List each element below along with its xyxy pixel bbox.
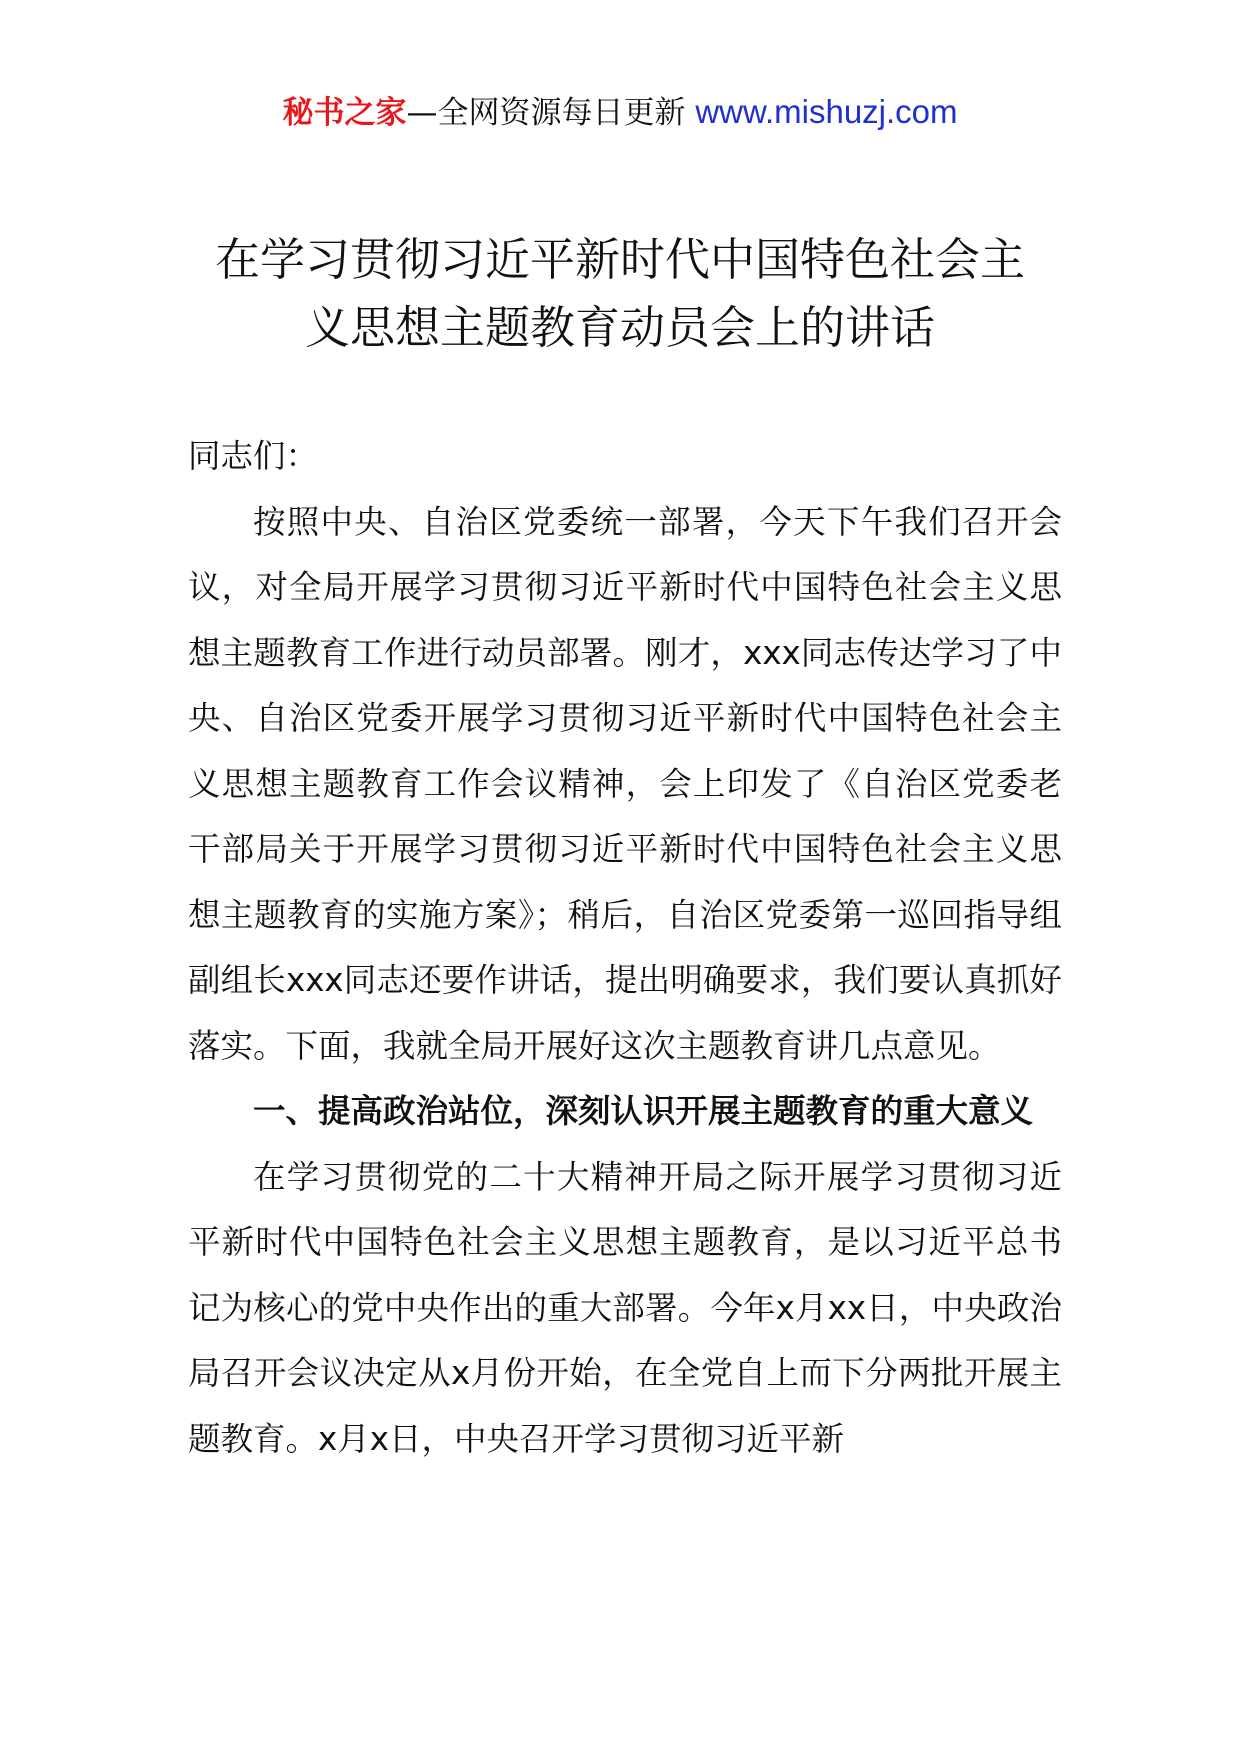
salutation: 同志们： bbox=[188, 437, 319, 475]
document-title bbox=[150, 226, 1090, 362]
site-header bbox=[0, 92, 1240, 133]
body-paragraph-2: 在学习贯彻党的二十大精神开局之际开展学习贯彻习近平新时代中国特色社会主义思想主题教育，是以习近平总书记为核心的党中央作出的重大部署。今年x月xx日，中央政治局召开会议决定从x月份开始，在全党自上而下分两批开展主题教育。x月x日，中央召开学习贯彻习近平新 bbox=[188, 1157, 1062, 1458]
title-line-1: 在学习贯彻习近平新时代中国特色社会主 bbox=[214, 233, 1025, 286]
header-tagline: —全网资源每日更新 bbox=[406, 95, 686, 131]
brand-name: 秘书之家 bbox=[282, 95, 407, 131]
section-heading-1: 一、提高政治站位，深刻认识开展主题教育的重大意义 bbox=[253, 1092, 1034, 1130]
site-url-link[interactable]: www.mishuzj.com bbox=[695, 93, 958, 130]
document-body bbox=[188, 424, 1062, 1472]
body-paragraph-1: 按照中央、自治区党委统一部署，今天下午我们召开会议，对全局开展学习贯彻习近平新时代中国特色社会主义思想主题教育工作进行动员部署。刚才，xxx同志传达学习了中央、自治区党委开展学习贯彻习近平新时代中国特色社会主义思想主题教育工作会议精神，会上印发了《自治区党委老干部局关于开展学习贯彻习近平新时代中国特色社会主义思想主题教育的实施方案》；稍后，自治区党委第一巡回指导组副组长xxx同志还要作讲话，提出明确要求，我们要认真抓好落实。下面，我就全局开展好这次主题教育讲几点意见。 bbox=[188, 502, 1062, 1065]
title-line-2: 义思想主题教育动员会上的讲话 bbox=[304, 301, 935, 354]
